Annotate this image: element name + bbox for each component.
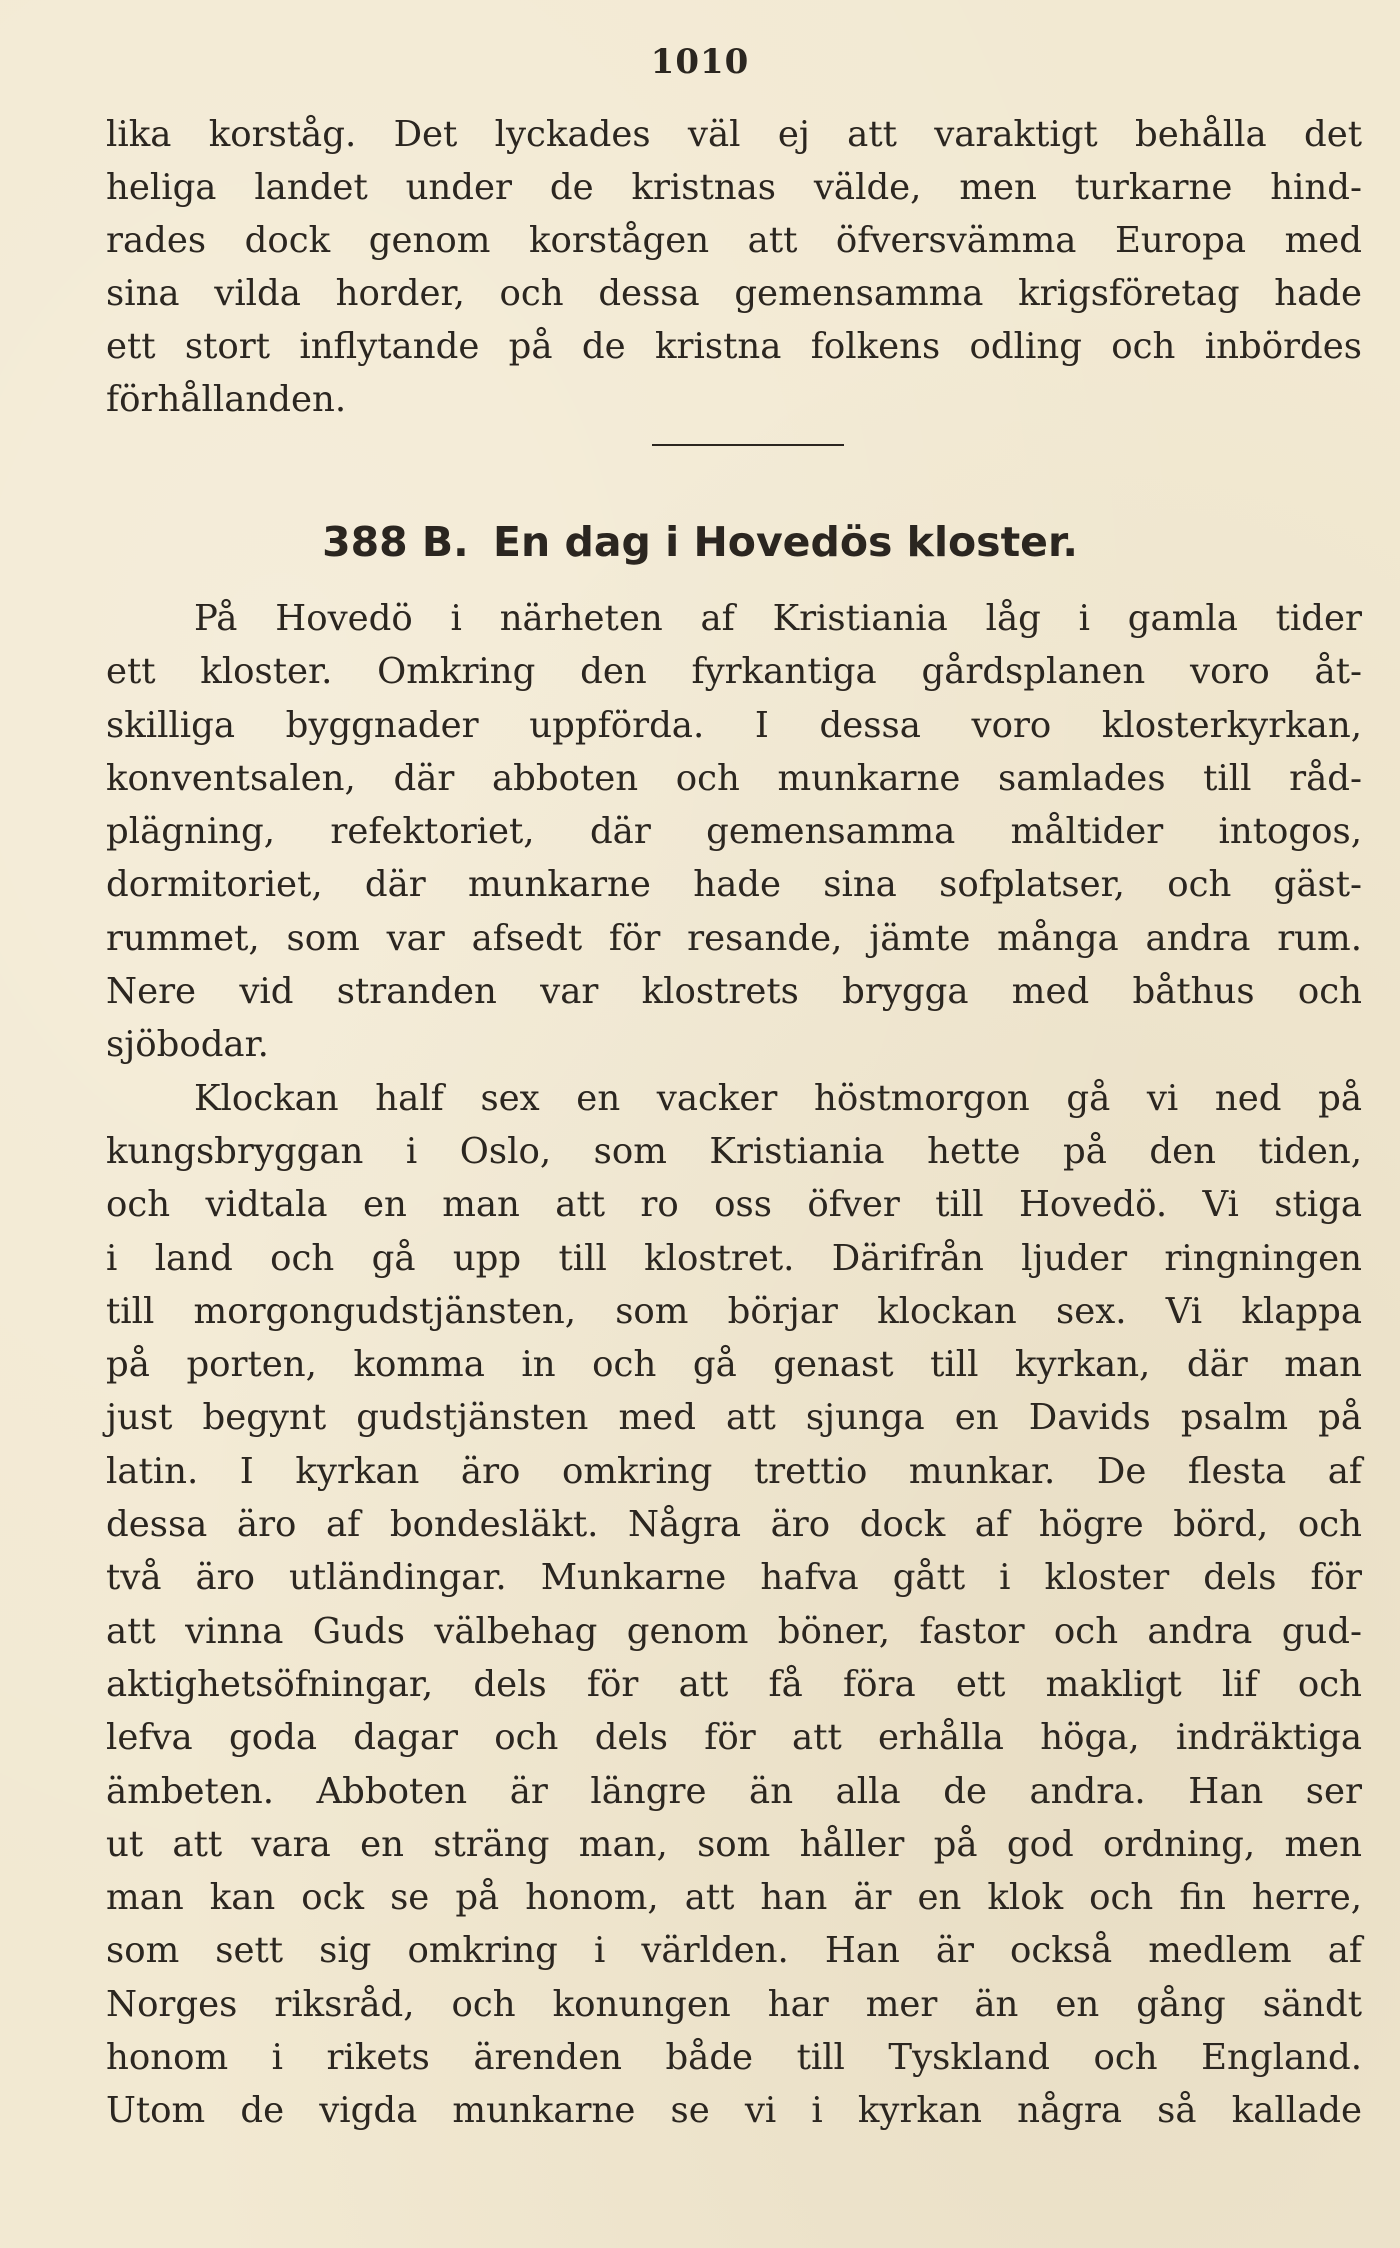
text-line: Utom de vigda munkarne se vi i kyrkan några så kallade xyxy=(106,2090,1362,2132)
text-line: ämbeten. Abboten är längre än alla de andra. Han ser xyxy=(106,1770,1362,1812)
section-divider xyxy=(652,444,844,446)
section-title: En dag i Hovedös kloster. xyxy=(493,518,1078,566)
text-line: plägning, refektoriet, där gemensamma måltider intogos, xyxy=(106,811,1362,853)
section-number: 388 B. xyxy=(322,518,469,566)
text-line: Nere vid stranden var klostrets brygga med båthus och xyxy=(106,971,1362,1013)
text-line: som sett sig omkring i världen. Han är också medlem af xyxy=(106,1930,1362,1972)
text-line: skilliga byggnader uppförda. I dessa voro klosterkyrkan, xyxy=(106,704,1362,746)
text-line: Norges riksråd, och konungen har mer än en gång sändt xyxy=(106,1983,1362,2025)
text-line: ett kloster. Omkring den fyrkantiga gårdsplanen voro åt- xyxy=(106,651,1362,693)
section-heading xyxy=(0,512,1400,572)
text-line: i land och gå upp till klostret. Därifrån ljuder ringningen xyxy=(106,1237,1362,1279)
text-line: rummet, som var afsedt för resande, jämte många andra rum. xyxy=(106,917,1362,959)
text-line: sjöbodar. xyxy=(106,1024,269,1066)
paragraph-crusades-conclusion xyxy=(106,108,1362,426)
text-line: lika korståg. Det lyckades väl ej att varaktigt behålla det xyxy=(106,114,1362,155)
page-number: 1010 xyxy=(650,42,750,82)
text-line: ett stort inflytande på de kristna folkens odling och inbördes xyxy=(106,326,1362,367)
text-line: just begynt gudstjänsten med att sjunga en Davids psalm på xyxy=(106,1397,1362,1439)
text-line: dessa äro af bondesläkt. Några äro dock af högre börd, och xyxy=(106,1504,1362,1546)
text-line: konventsalen, där abboten och munkarne samlades till råd- xyxy=(106,757,1362,799)
section-body xyxy=(106,592,1362,2138)
text-line: lefva goda dagar och dels för att erhålla höga, indräktiga xyxy=(106,1717,1362,1759)
text-line: och vidtala en man att ro oss öfver till Hovedö. Vi stiga xyxy=(106,1184,1362,1226)
text-line: två äro utländingar. Munkarne hafva gått i kloster dels för xyxy=(106,1557,1362,1599)
text-line: kungsbryggan i Oslo, som Kristiania hette på den tiden, xyxy=(106,1130,1362,1172)
text-line: heliga landet under de kristnas välde, men turkarne hind- xyxy=(106,167,1362,208)
text-line: på porten, komma in och gå genast till kyrkan, där man xyxy=(106,1344,1362,1386)
text-line: förhållanden. xyxy=(106,379,347,420)
text-line: honom i rikets ärenden både till Tyskland och England. xyxy=(106,2037,1362,2079)
text-line: sina vilda horder, och dessa gemensamma krigsföretag hade xyxy=(106,273,1362,314)
text-line: till morgongudstjänsten, som börjar klockan sex. Vi klappa xyxy=(106,1290,1362,1332)
text-line: aktighetsöfningar, dels för att få föra ett makligt lif och xyxy=(106,1663,1362,1705)
text-line: latin. I kyrkan äro omkring trettio munkar. De flesta af xyxy=(106,1450,1362,1492)
text-line: dormitoriet, där munkarne hade sina sofplatser, och gäst- xyxy=(106,864,1362,906)
text-line: att vinna Guds välbehag genom böner, fastor och andra gud- xyxy=(106,1610,1362,1652)
text-line: man kan ock se på honom, att han är en klok och fin herre, xyxy=(106,1877,1362,1919)
text-line: Klockan half sex en vacker höstmorgon gå vi ned på xyxy=(194,1077,1362,1119)
text-line: På Hovedö i närheten af Kristiania låg i gamla tider xyxy=(194,598,1362,639)
text-line: rades dock genom korstågen att öfversvämma Europa med xyxy=(106,220,1362,261)
text-line: ut att vara en sträng man, som håller på god ordning, men xyxy=(106,1823,1362,1865)
